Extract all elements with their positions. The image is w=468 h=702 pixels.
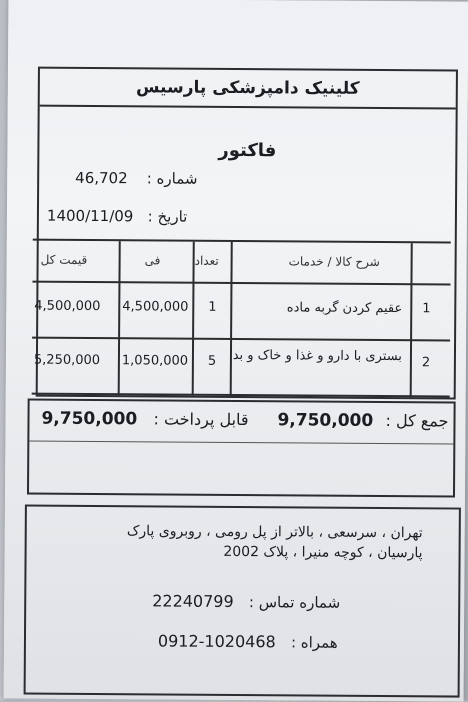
- totals-box: [27, 399, 456, 498]
- address-line-1: تهران ، سرسعی ، بالاتر از پل رومی ، روبروی پارک: [126, 523, 423, 542]
- totals-divider: [29, 441, 453, 445]
- payable-value: 9,750,000: [41, 408, 138, 430]
- row-description: بستری با دارو و غذا و خاک و بد: [232, 347, 403, 365]
- header-divider: [40, 105, 456, 110]
- header-total-price: قیمت کل: [40, 252, 88, 267]
- grand-total-label: جمع کل :: [385, 411, 449, 431]
- invoice-date-label: تاریخ :: [147, 207, 188, 226]
- header-quantity: تعداد: [194, 253, 219, 268]
- document-title: فاکتور: [218, 139, 277, 162]
- col-divider: [410, 243, 413, 397]
- phone-value: 22240799: [152, 591, 234, 611]
- invoice-date: [47, 207, 188, 226]
- row-divider: [32, 281, 450, 286]
- header-description: شرح کالا / خدمات: [288, 254, 380, 270]
- invoice-header-box: [33, 67, 458, 400]
- invoice-date-value: 1400/11/09: [46, 206, 134, 226]
- row-number: 2: [421, 355, 431, 371]
- row-divider: [32, 393, 450, 398]
- clinic-address: [93, 521, 423, 563]
- col-divider: [118, 241, 121, 395]
- col-divider: [230, 242, 233, 396]
- row-divider: [32, 337, 450, 342]
- row-quantity: 1: [208, 299, 217, 315]
- phone-label: شماره تماس :: [248, 593, 341, 612]
- address-line-2: پارسیان ، کوچه منیرا ، پلاک 2002: [223, 543, 423, 562]
- row-quantity: 5: [207, 353, 217, 369]
- row-description: عقیم کردن گربه ماده: [286, 300, 403, 317]
- phone: [152, 591, 340, 611]
- mobile: [158, 631, 338, 651]
- clinic-name: کلینیک دامپزشکی پارسیس: [135, 77, 360, 99]
- receipt-paper: [4, 0, 468, 702]
- payable-label: قابل پرداخت :: [153, 409, 249, 430]
- grand-total-value: 9,750,000: [277, 410, 374, 431]
- mobile-value: 0912-1020468: [157, 631, 276, 652]
- invoice-number-value: 46,702: [75, 168, 128, 188]
- invoice-number-label: شماره :: [146, 169, 198, 188]
- mobile-label: همراه :: [290, 633, 338, 652]
- contact-box: [24, 505, 461, 698]
- row-total-price: 4,500,000: [34, 298, 101, 315]
- row-number: 1: [422, 301, 431, 317]
- invoice-number: [75, 169, 197, 188]
- items-table: [32, 239, 451, 398]
- row-total-price: 5,250,000: [33, 352, 101, 369]
- row-unit-price: 4,500,000: [122, 299, 189, 315]
- row-unit-price: 1,050,000: [121, 353, 189, 369]
- header-unit-price: فی: [144, 253, 161, 268]
